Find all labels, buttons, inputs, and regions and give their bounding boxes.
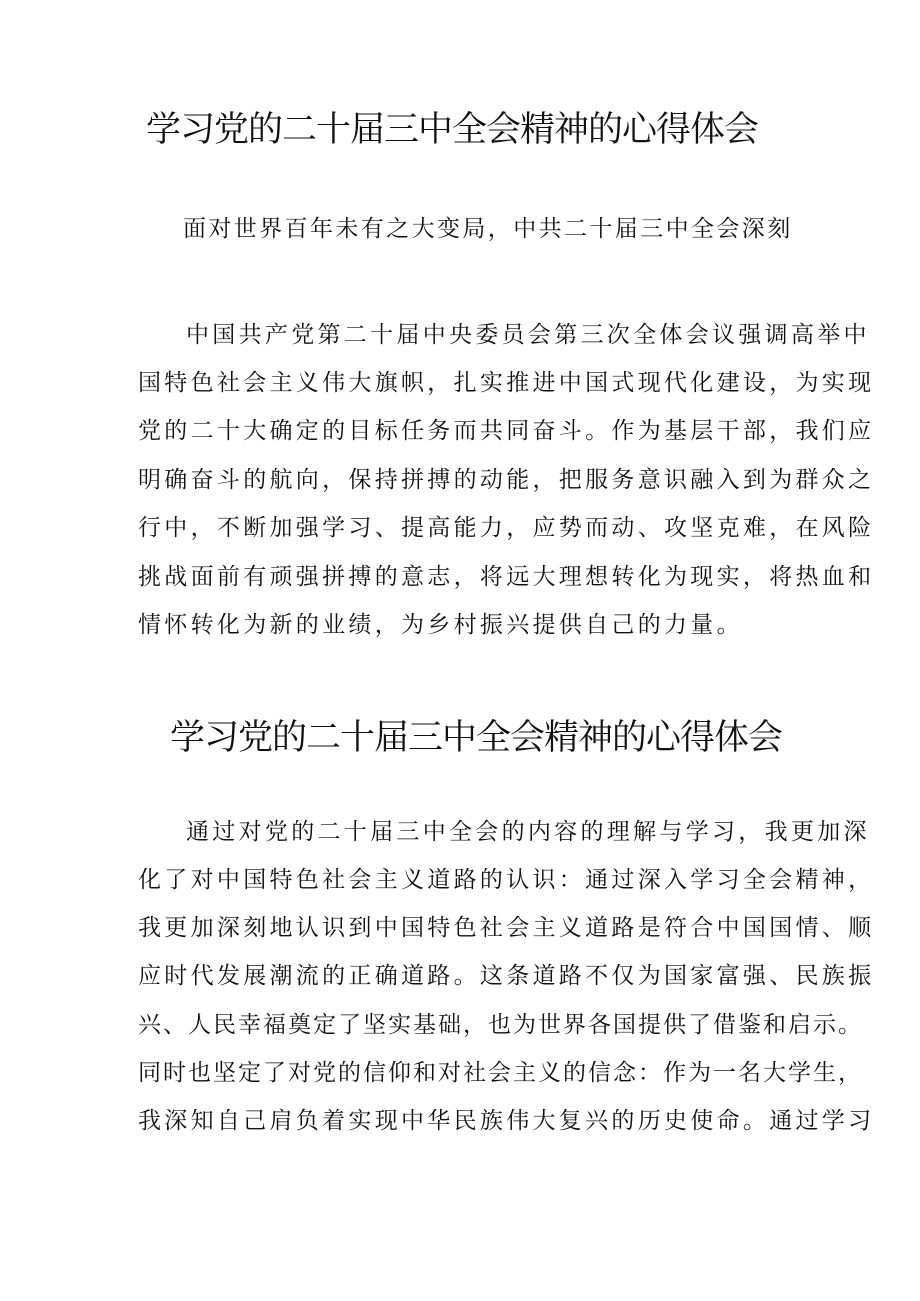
section1-line: 明确奋斗的航向，保持拼搏的动能，把服务意识融入到为群众之 — [138, 467, 875, 493]
section2-line: 兴、人民幸福奠定了坚实基础，也为世界各国提供了借鉴和启示。 — [138, 1012, 863, 1038]
section1-line: 国特色社会主义伟大旗帜，扎实推进中国式现代化建设，为实现 — [138, 370, 875, 396]
section2-line: 我深知自己肩负着实现中华民族伟大复兴的历史使命。通过学习 — [138, 1108, 875, 1134]
section1-line: 行中，不断加强学习、提高能力，应势而动、攻坚克难，在风险 — [138, 515, 875, 541]
section2-title: 学习党的二十届三中全会精神的心得体会 — [170, 718, 783, 758]
section1-title: 学习党的二十届三中全会精神的心得体会 — [146, 110, 759, 150]
section1-line: 党的二十大确定的目标任务而共同奋斗。作为基层干部，我们应 — [138, 418, 875, 444]
section2-line: 应时代发展潮流的正确道路。这条道路不仅为国家富强、民族振 — [138, 963, 875, 989]
section2-line: 我更加深刻地认识到中国特色社会主义道路是符合中国国情、顺 — [138, 915, 875, 941]
section1-intro: 面对世界百年未有之大变局，中共二十届三中全会深刻 — [183, 216, 793, 242]
section2-line: 化了对中国特色社会主义道路的认识：通过深入学习全会精神， — [138, 867, 875, 893]
section2-line: 同时也坚定了对党的信仰和对社会主义的信念：作为一名大学生， — [138, 1060, 863, 1086]
section1-line: 情怀转化为新的业绩，为乡村振兴提供自己的力量。 — [138, 612, 743, 638]
section1-line: 中国共产党第二十届中央委员会第三次全体会议强调高举中 — [186, 322, 870, 348]
section2-line: 通过对党的二十届三中全会的内容的理解与学习，我更加深 — [186, 819, 870, 845]
section1-line: 挑战面前有顽强拼搏的意志，将远大理想转化为现实，将热血和 — [138, 564, 875, 590]
